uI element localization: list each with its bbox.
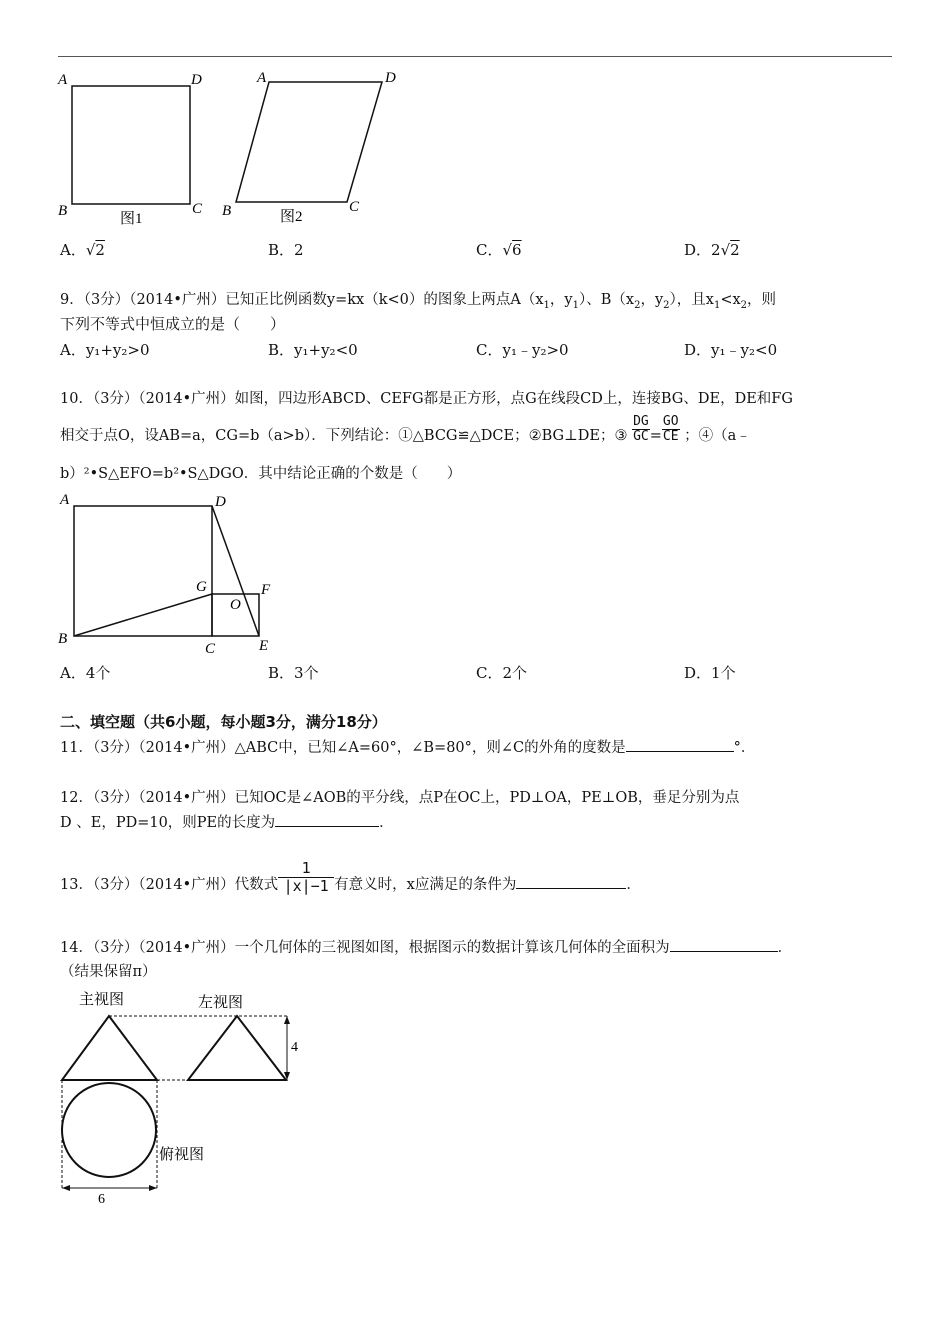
fig10-label-f: F — [261, 582, 271, 598]
q9-line2: 下列不等式中恒成立的是（ ） — [60, 315, 286, 333]
q13-answer-blank[interactable] — [516, 874, 626, 889]
q9-option-c: C．y₁﹣y₂>0 — [476, 341, 569, 359]
fig2-caption: 图2 — [280, 209, 303, 225]
q10-option-a: A．4个 — [60, 664, 111, 682]
fig10-label-o: O — [230, 597, 241, 613]
q9-option-b: B．y₁+y₂<0 — [268, 341, 358, 359]
q10-option-d: D．1个 — [684, 664, 736, 682]
q10-fraction-dg-gc: $\frac{DG}{GC}$ — [633, 413, 649, 444]
fig10-label-a: A — [60, 492, 70, 508]
fig2-rhombus — [236, 82, 382, 202]
q12-line1: 12．（3分）（2014•广州）已知OC是∠AOB的平分线，点P在OC上，PD⊥OA，PE⊥OB，垂足分别为点 — [60, 790, 740, 806]
q8-option-a: A．√2 — [60, 241, 105, 259]
fig10-label-c: C — [205, 641, 216, 657]
q10-figure — [54, 490, 294, 660]
fig1-caption: 图1 — [120, 211, 143, 227]
fig10-label-g: G — [196, 579, 207, 595]
q10-fraction-go-ce: $\frac{GO}{CE}$ — [662, 413, 679, 444]
q9-line1: 9．（3分）（2014•广州）已知正比例函数y=kx（k<0）的图象上两点$A(x_1$，$y_1$）、$B(x_2$，$y_2$），且$x_1<x_2$，则 — [60, 292, 777, 311]
q10-option-b: B．3个 — [268, 664, 319, 682]
fig2-label-b: B — [222, 203, 232, 219]
fig2-label-a: A — [257, 70, 267, 86]
q13-fraction: $\frac{1}{|x|-1}$ — [278, 860, 334, 895]
fig1-label-d: D — [191, 72, 202, 88]
top-view-label: 俯视图 — [159, 1147, 205, 1163]
q8-option-d: D．2√2 — [684, 241, 740, 259]
q14-line2: （结果保留π） — [60, 964, 157, 980]
q8-option-b: B．2 — [268, 241, 304, 259]
fig2-label-d: D — [385, 70, 396, 86]
q8-option-c: C．√6 — [476, 241, 522, 259]
q10-line3: b）²•S△EFO=b²•S△DGO．其中结论正确的个数是（ ） — [60, 466, 462, 482]
side-view-triangle — [188, 1016, 286, 1080]
top-rule — [58, 56, 892, 57]
q10-line2: 相交于点O，设AB=a，CG=b（a>b）．下列结论：①△BCG≌△DCE；②BG⊥DE；③ $\frac{DG}{GC}$ = $\frac{GO}{CE}$ ；④（a﹣ — [60, 413, 751, 444]
fig1-label-b: B — [58, 203, 68, 219]
fig1-label-a: A — [58, 72, 68, 88]
side-view-label: 左视图 — [198, 995, 244, 1011]
front-view-label: 主视图 — [79, 992, 125, 1008]
q9-option-d: D．y₁﹣y₂<0 — [684, 341, 778, 359]
q12-answer-blank[interactable] — [275, 812, 379, 827]
q14-three-views — [55, 988, 315, 1208]
fig1-label-c: C — [192, 201, 203, 217]
section-heading: 二、填空题（共6小题，每小题3分，满分18分） — [60, 713, 387, 731]
fig2-label-c: C — [349, 199, 360, 215]
front-view-triangle — [62, 1016, 157, 1080]
q14-answer-blank[interactable] — [670, 937, 778, 952]
q13-line: 13．（3分）（2014•广州）代数式 $\frac{1}{|x|-1}$ 有意义时，x应满足的条件为 ． — [60, 858, 641, 895]
q10-line1: 10．（3分）（2014•广州）如图，四边形ABCD、CEFG都是正方形，点G在线段CD上，连接BG、DE，DE和FG — [60, 391, 793, 407]
width-dimension: 6 — [98, 1192, 105, 1207]
q14-line1: 14．（3分）（2014•广州）一个几何体的三视图如图，根据图示的数据计算该几何体的全面积为 ． — [60, 937, 792, 958]
q11-line: 11．（3分）（2014•广州）△ABC中，已知∠A=60°，∠B=80°，则∠C的外角的度数是 °． — [60, 737, 755, 758]
q12-line2: D 、E，PD=10，则PE的长度为 ． — [60, 812, 394, 833]
height-dimension: 4 — [291, 1040, 298, 1055]
fig10-label-b: B — [58, 631, 68, 647]
q8-figures — [50, 66, 410, 236]
q11-answer-blank[interactable] — [626, 737, 734, 752]
fig10-label-d: D — [215, 494, 226, 510]
q10-option-c: C．2个 — [476, 664, 528, 682]
fig10-label-e: E — [259, 638, 269, 654]
fig1-square — [72, 86, 190, 204]
q9-option-a: A．y₁+y₂>0 — [60, 341, 150, 359]
top-view-circle — [62, 1083, 156, 1177]
